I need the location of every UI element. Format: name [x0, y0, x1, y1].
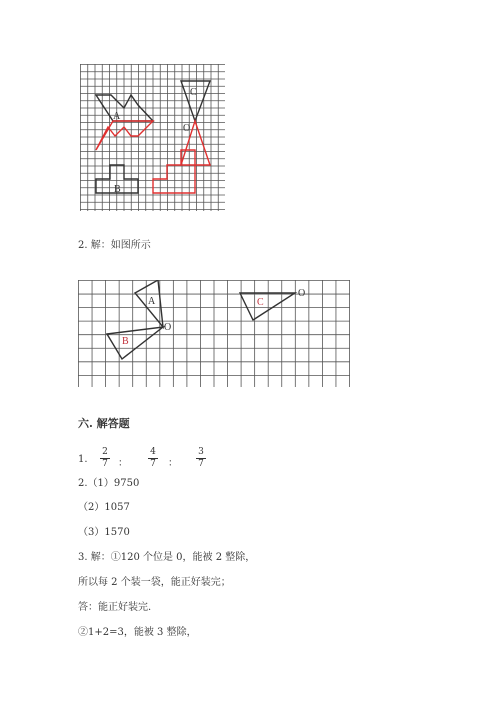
section-title: 六. 解答题: [78, 417, 130, 430]
label-a: A: [148, 296, 156, 307]
grid-lines: [78, 280, 350, 387]
fraction-2: [146, 448, 160, 469]
label-o-1: O: [164, 322, 172, 333]
label-b: B: [122, 336, 129, 347]
fraction-3: [194, 448, 208, 469]
q2-line-2: （2）1057: [78, 502, 130, 513]
label-c: C: [257, 297, 264, 308]
shape-b-translated: [153, 150, 195, 193]
label-c: C: [190, 87, 197, 98]
fraction-1-numerator: 2: [102, 447, 108, 457]
fraction-2-numerator: 4: [150, 447, 156, 457]
q3-line-3: 答：能正好装完.: [78, 602, 152, 613]
q3-line-2: 所以每 2 个装一袋，能正好装完；: [78, 577, 231, 588]
grid-figure-1: [80, 64, 225, 211]
fraction-3-numerator: 3: [198, 447, 204, 457]
fraction-2-denominator: 7: [150, 459, 156, 469]
q2-line-3: （3）1570: [78, 527, 130, 538]
fraction-3-denominator: 7: [198, 459, 204, 469]
separator-2: ：: [168, 458, 178, 469]
shape-b-rotated: [107, 327, 163, 359]
fraction-1-denominator: 7: [102, 459, 108, 469]
label-o: O: [183, 123, 191, 134]
q2-line-1: 2.（1）9750: [78, 478, 140, 489]
shape-a-rotated: [96, 121, 153, 150]
fraction-1: [98, 448, 112, 469]
answer-2-intro: 2. 解：如图所示: [78, 240, 151, 251]
grid-figure-2: [78, 280, 350, 387]
q3-line-1: 3. 解：①120 个位是 0，能被 2 整除，: [78, 552, 256, 563]
q3-line-4: ②1+2=3，能被 3 整除，: [78, 627, 197, 638]
shape-c: [240, 293, 295, 320]
q1-number: 1.: [78, 454, 88, 465]
label-a: A: [113, 111, 121, 122]
label-b: B: [114, 184, 121, 195]
separator-1: ：: [118, 458, 128, 469]
label-o-2: O: [298, 288, 306, 299]
